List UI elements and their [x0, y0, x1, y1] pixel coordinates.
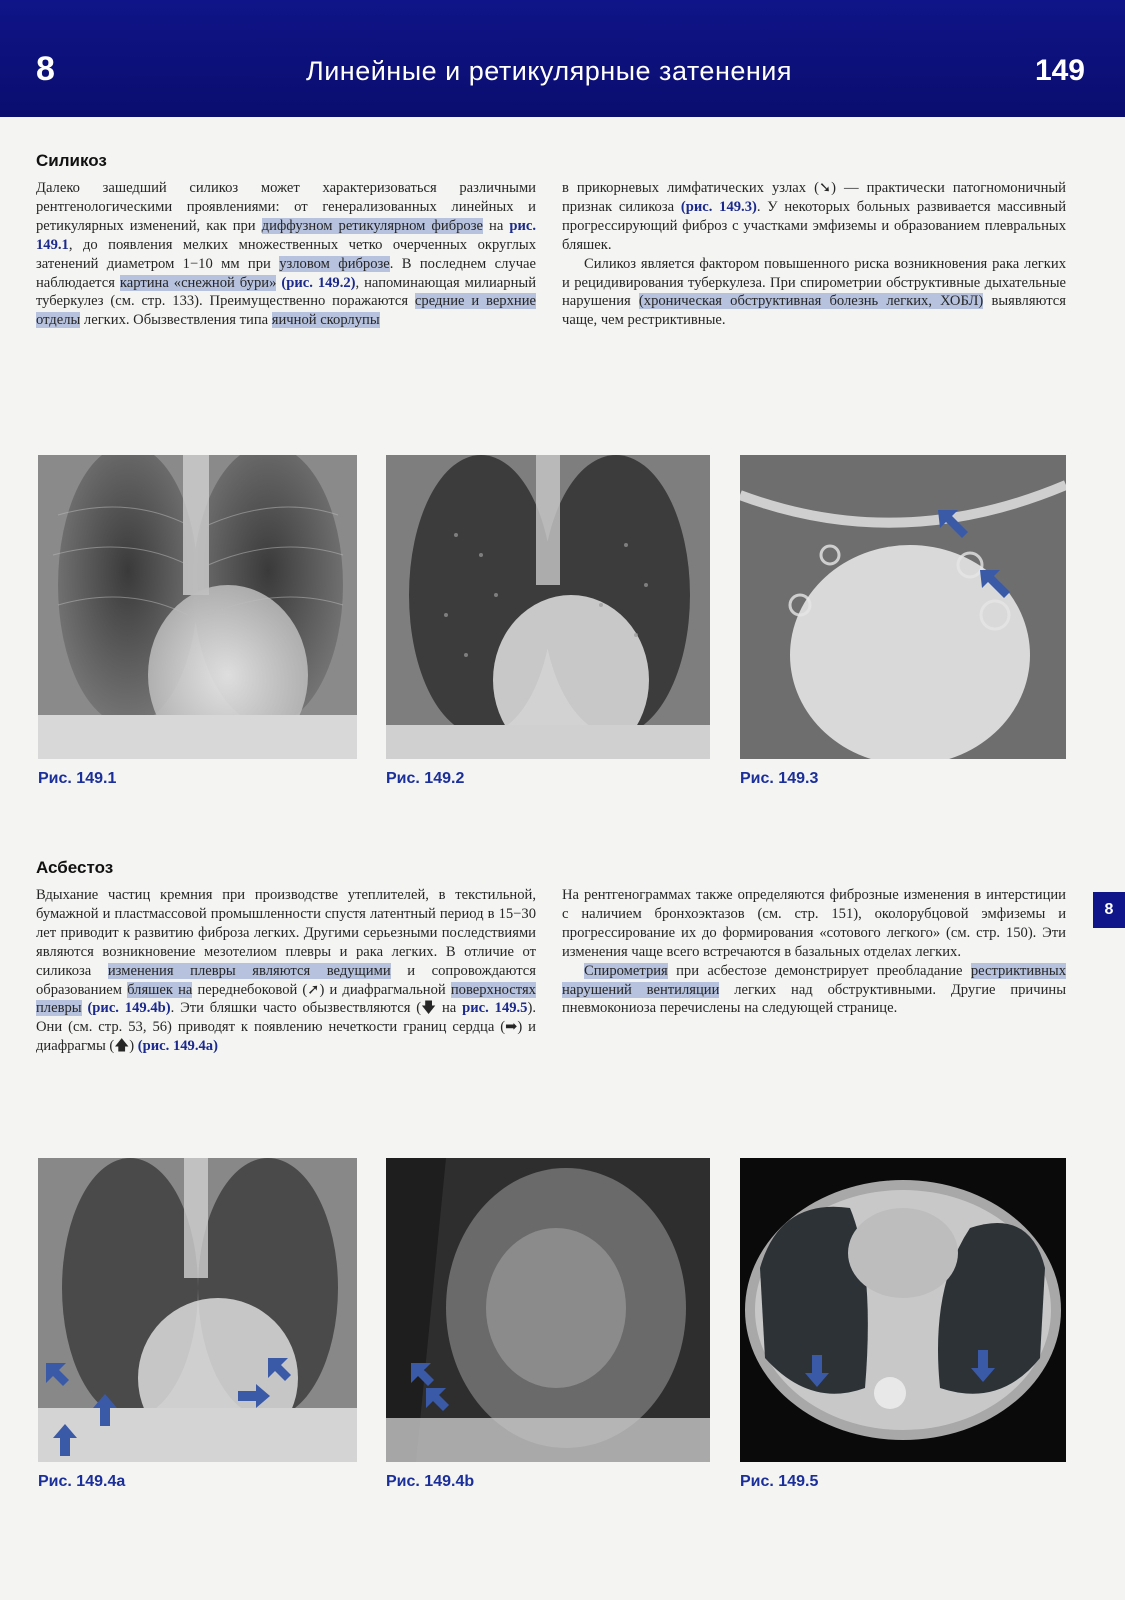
asbestosis-text-left	[36, 886, 536, 1056]
xray-chest-image	[38, 1158, 357, 1462]
text-run: Вдыхание частиц кремния при производстве утеплителей, в текстильной, бумажной и пластмассовой промышленности спустя латентный период в 15−30 лет приводит к развитию фиброза легких. Другими серьезными последствиями являются возникновение мезотелиом плевры и рака легких. В отличие от силикоза	[36, 887, 536, 979]
figure-reference-link[interactable]: (рис. 149.4b)	[87, 1000, 171, 1017]
highlighted-term: Спирометрия	[584, 962, 668, 979]
highlighted-term: изменения плевры являются ведущими	[107, 962, 391, 979]
caption-149-2: Рис. 149.2	[386, 770, 465, 787]
text-run: легких. Обызвествления типа	[80, 312, 272, 329]
silicosis-text-right	[562, 179, 1066, 330]
silicosis-text-left	[36, 179, 536, 330]
xray-chest-image	[38, 455, 357, 759]
asbestosis-text-right	[562, 886, 1066, 1018]
figure-reference-link[interactable]: (рис. 149.4a)	[137, 1038, 218, 1055]
figure-149-4b	[386, 1158, 710, 1462]
chapter-title: Линейные и ретикулярные затенения	[306, 56, 792, 86]
section-title-silicosis: Силикоз	[36, 151, 107, 170]
figure-149-2	[386, 455, 710, 759]
xray-chest-image	[386, 455, 710, 759]
figure-149-3	[740, 455, 1066, 759]
text-run: легких над обструктивными. Другие причины пневмокониоза перечислены на следующей странице.	[562, 981, 1067, 1017]
text-run: и сопровождаются образованием	[36, 962, 536, 998]
paragraph	[36, 179, 536, 330]
text-run: , до появления мелких множественных четко очерченных округлых затенений диаметром 1−10 мм при	[36, 236, 536, 272]
text-run: ). Они (см. стр. 53, 56) приводят к появлению нечеткости границ сердца (➡) и диафрагмы (🡅)	[36, 1000, 536, 1055]
highlighted-term: поверхностях плевры	[36, 981, 536, 1017]
text-run: . Эти бляшки часто обызвествляются (🡇 на	[170, 1000, 463, 1017]
highlighted-term: средние и верхние отделы	[36, 293, 536, 329]
section-title-asbestosis: Асбестоз	[36, 858, 114, 877]
page-number: 149	[1034, 54, 1085, 87]
figure-reference-link[interactable]: (рис. 149.3)	[680, 198, 757, 215]
highlighted-term: (хроническая обструктивная болезнь легких, ХОБЛ)	[638, 293, 984, 310]
paragraph	[562, 886, 1066, 962]
caption-149-4a: Рис. 149.4a	[38, 1473, 126, 1490]
chapter-side-tab[interactable]: 8	[1093, 892, 1125, 928]
highlighted-term: узловом фиброзе	[279, 255, 390, 272]
text-run: Далеко зашедший силикоз может характеризоваться различными рентгенологическими проявлениями: от генерализованных линейных и ретикулярных изменений, как при	[36, 180, 536, 234]
page-header	[0, 0, 1125, 117]
caption-149-5: Рис. 149.5	[740, 1473, 819, 1490]
text-run: На рентгенограммах также определяются фиброзные изменения в интерстиции с наличием бронхоэктазов (см. стр. 151), околорубцовой эмфиземы и прогрессирование их до формирования «сотового легкого» (см. стр. 150). Эти изменения чаще всего встречаются в базальных отделах легких.	[562, 887, 1066, 960]
text-run: на	[482, 217, 510, 234]
highlighted-term: диффузном ретикулярном фиброзе	[261, 217, 483, 234]
text-run: выявляются чаще, чем рестриктивные.	[562, 293, 1067, 329]
text-run: переднебоковой (➚) и диафрагмальной	[192, 981, 451, 998]
figure-reference-link[interactable]: рис. 149.5	[462, 1000, 528, 1017]
text-run: в прикорневых лимфатических узлах (➘) — практически патогномоничный признак силикоза	[562, 180, 1066, 215]
paragraph	[36, 886, 536, 1056]
text-run: при асбестозе демонстрирует преобладание	[667, 962, 971, 979]
paragraph	[562, 179, 1066, 255]
caption-149-1: Рис. 149.1	[38, 770, 117, 787]
figure-reference-link[interactable]: (рис. 149.2)	[281, 274, 356, 291]
xray-lateral-image	[386, 1158, 710, 1462]
figure-149-5	[740, 1158, 1066, 1462]
text-run: . У некоторых больных развивается массивный прогрессирующий фиброз с участками эмфиземы и образованием плевральных бляшек.	[562, 198, 1067, 253]
figure-149-4a	[38, 1158, 357, 1462]
caption-149-4b: Рис. 149.4b	[386, 1473, 475, 1490]
ct-axial-image	[740, 1158, 1066, 1462]
highlighted-term: рестриктивных нарушений вентиляции	[562, 962, 1066, 998]
highlighted-term: яичной скорлупы	[271, 312, 380, 329]
paragraph	[562, 962, 1066, 1019]
figure-149-1	[38, 455, 357, 759]
xray-closeup-image	[740, 455, 1066, 759]
text-run: . В последнем случае наблюдается	[36, 255, 536, 291]
text-run: Силикоз является фактором повышенного риска возникновения рака легких и рецидивирования туберкулеза. При спирометрии обструктивные дыхательные нарушения	[562, 255, 1066, 310]
highlighted-term: картина «снежной бури»	[119, 274, 277, 291]
figure-reference-link[interactable]: рис. 149.1	[36, 217, 536, 253]
caption-149-3: Рис. 149.3	[740, 770, 819, 787]
paragraph	[562, 255, 1066, 331]
text-run: , напоминающая милиарный туберкулез (см. стр. 133). Преимущественно поражаются	[36, 274, 537, 310]
highlighted-term: бляшек на	[127, 981, 193, 998]
chapter-number: 8	[36, 50, 55, 88]
